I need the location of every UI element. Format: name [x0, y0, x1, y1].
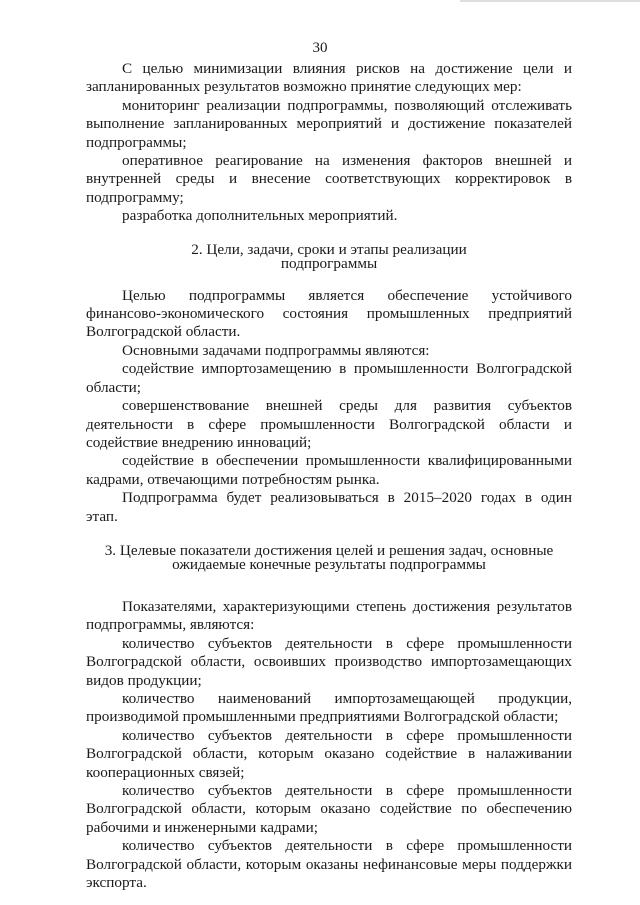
paragraph: С целью минимизации влияния рисков на достижение цели и запланированных результатов возможно принятие следующих мер:: [86, 60, 572, 96]
paragraph: мониторинг реализации подпрограммы, позволяющий отслеживать выполнение запланированных мероприятий и достижение показателей подпрограммы;: [86, 96, 572, 151]
paragraph: совершенствование внешней среды для развития субъектов деятельности в сфере промышленности Волгоградской области и содействие внедрению инноваций;: [86, 397, 572, 451]
paragraph: количество субъектов деятельности в сфере промышленности Волгоградской области, которым оказано содействие в налаживании кооперационных связей;: [86, 726, 572, 781]
heading-line: подпрограммы: [280, 255, 378, 273]
paragraph: количество субъектов деятельности в сфере промышленности Волгоградской области, освоивших производство импортозамещающих видов продукции;: [86, 634, 572, 689]
scan-edge-line: [460, 0, 640, 2]
paragraph: Подпрограмма будет реализовываться в 2015–2020 годах в один этап.: [86, 489, 572, 525]
paragraph: разработка дополнительных мероприятий.: [122, 207, 398, 225]
heading-line: 2. Цели, задачи, сроки и этапы реализации: [191, 240, 467, 258]
heading-line: ожидаемые конечные результаты подпрограммы: [172, 556, 486, 574]
paragraph: количество наименований импортозамещающей продукции, производимой промышленными предприятиями Волгоградской области;: [86, 689, 572, 726]
paragraph: количество субъектов деятельности в сфере промышленности Волгоградской области, которым оказано содействие по обеспечению рабочими и инженерными кадрами;: [86, 782, 572, 836]
section-heading-3: [86, 541, 572, 574]
paragraph: содействие импортозамещению в промышленности Волгоградской области;: [86, 360, 572, 396]
paragraph: Показателями, характеризующими степень достижения результатов подпрограммы, являются:: [86, 597, 572, 634]
paragraph: оперативное реагирование на изменения факторов внешней и внутренней среды и внесение соответствующих корректировок в подпрограмму;: [86, 152, 572, 206]
paragraph: Целью подпрограммы является обеспечение устойчивого финансово-экономического состояния промышленных предприятий Волгоградской области.: [86, 286, 572, 341]
document-body: [86, 60, 572, 892]
paragraph: содействие в обеспечении промышленности квалифицированными кадрами, отвечающими потребностям рынка.: [86, 452, 572, 488]
page-number: 30: [312, 40, 328, 56]
paragraph: Основными задачами подпрограммы являются:: [122, 341, 430, 359]
section-heading-2: [86, 240, 572, 273]
heading-line: 3. Целевые показатели достижения целей и решения задач, основные: [104, 541, 554, 559]
paragraph: количество субъектов деятельности в сфере промышленности Волгоградской области, которым оказаны нефинансовые меры поддержки экспорта.: [86, 837, 572, 892]
